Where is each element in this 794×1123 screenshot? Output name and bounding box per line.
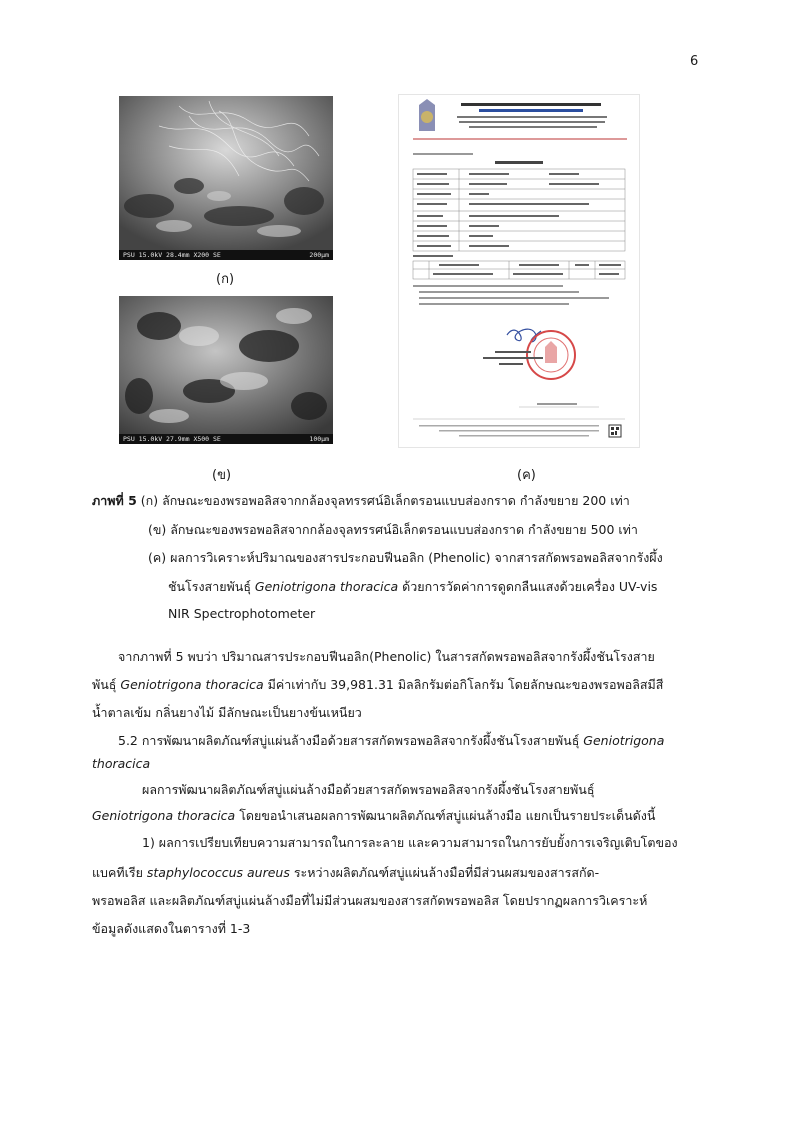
species-name: Geniotrigona bbox=[583, 733, 665, 748]
lab-report-drawing bbox=[399, 95, 639, 447]
species-name: staphylococcus aureus bbox=[146, 865, 290, 880]
sem-meta-left: PSU 15.0kV 27.9mm X500 SE bbox=[123, 435, 221, 443]
paragraph-2-line-1: ผลการพัฒนาผลิตภัณฑ์สบู่แผ่นล้างมือด้วยสารสกัดพรอพอลิสจากรังผึ้งชันโรงสายพันธุ์ bbox=[142, 782, 595, 797]
figure-caption-c-line3: NIR Spectrophotometer bbox=[168, 606, 316, 621]
lab-report-image bbox=[398, 94, 640, 448]
sem-scale-label: 100µm bbox=[309, 435, 329, 443]
sem-image-200x bbox=[119, 96, 333, 260]
paragraph-3-line-4: ข้อมูลดังแสดงในตารางที่ 1-3 bbox=[92, 921, 251, 936]
paragraph-3-line-3: พรอพอลิส และผลิตภัณฑ์สบู่แผ่นล้างมือที่ไม่มีส่วนผสมของสารสกัดพรอพอลิส โดยปรากฏผลการวิเคราะห์ bbox=[92, 893, 648, 908]
sem-info-bar bbox=[119, 250, 333, 260]
paragraph-1-line-2: พันธุ์ Geniotrigona thoracica มีค่าเท่ากับ 39,981.31 มิลลิกรัมต่อกิโลกรัม โดยลักษณะของพรอพอลิสมีสี bbox=[92, 677, 664, 692]
species-name: Geniotrigona thoracica bbox=[92, 808, 236, 823]
figure-caption-a bbox=[92, 491, 630, 511]
paragraph-3-line-1: 1) ผลการเปรียบเทียบความสามารถในการละลาย และความสามารถในการยับยั้งการเจริญเติบโตของ bbox=[142, 835, 678, 850]
paragraph-1-line-1: จากภาพที่ 5 พบว่า ปริมาณสารประกอบฟีนอลิก(Phenolic) ในสารสกัดพรอพอลิสจากรังผึ้งชันโรงสาย bbox=[118, 649, 655, 664]
sem-meta-left: PSU 15.0kV 28.4mm X200 SE bbox=[123, 251, 221, 259]
sem-info-bar bbox=[119, 434, 333, 444]
figure-caption-lead: ภาพที่ 5 bbox=[92, 493, 137, 508]
paragraph-3-line-2: แบคทีเรีย staphylococcus aureus ระหว่างผลิตภัณฑ์สบู่แผ่นล้างมือที่มีส่วนผสมของสารสกัด- bbox=[92, 865, 600, 880]
section-heading-5-2: 5.2 การพัฒนาผลิตภัณฑ์สบู่แผ่นล้างมือด้วยสารสกัดพรอพอลิสจากรังผึ้งชันโรงสายพันธุ์ Geniotrigona bbox=[118, 733, 665, 748]
figure-caption-c-line1: (ค) ผลการวิเคราะห์ปริมาณของสารประกอบฟีนอลิก (Phenolic) จากสารสกัดพรอพอลิสจากรังผึ้ง bbox=[148, 550, 663, 565]
figure-caption-a-text: (ก) ลักษณะของพรอพอลิสจากกล้องจุลทรรศน์อิเล็กตรอนแบบส่องกราด กำลังขยาย 200 เท่า bbox=[140, 493, 630, 508]
sem-image-500x bbox=[119, 296, 333, 444]
page-number: 6 bbox=[690, 54, 699, 69]
figure-caption-b: (ข) ลักษณะของพรอพอลิสจากกล้องจุลทรรศน์อิเล็กตรอนแบบส่องกราด กำลังขยาย 500 เท่า bbox=[148, 522, 638, 537]
institution-logo bbox=[419, 99, 435, 131]
qr-code bbox=[609, 425, 621, 437]
report-info-table bbox=[413, 169, 625, 251]
report-result-table bbox=[413, 261, 625, 279]
sem-texture-200x bbox=[119, 96, 333, 250]
species-name: Geniotrigona thoracica bbox=[120, 677, 264, 692]
figure-label-a: (ก) bbox=[216, 272, 235, 287]
sem-scale-label: 200µm bbox=[309, 251, 329, 259]
figure-caption-c-line2: ชันโรงสายพันธุ์ Geniotrigona thoracica ด้วยการวัดค่าการดูดกลืนแสงด้วยเครื่อง UV-vis bbox=[168, 579, 658, 594]
section-heading-5-2-cont: thoracica bbox=[92, 756, 151, 771]
figure-label-c: (ค) bbox=[517, 468, 536, 483]
paragraph-2-line-2: Geniotrigona thoracica โดยขอนำเสนอผลการพัฒนาผลิตภัณฑ์สบู่แผ่นล้างมือ แยกเป็นรายประเด็นดังนี้ bbox=[92, 808, 656, 823]
report-header-text bbox=[457, 103, 607, 128]
paragraph-1-line-3: น้ำตาลเข้ม กลิ่นยางไม้ มีลักษณะเป็นยางข้นเหนียว bbox=[92, 705, 362, 720]
sem-texture-500x bbox=[119, 296, 333, 434]
species-name: Geniotrigona thoracica bbox=[254, 579, 399, 594]
figure-label-b: (ข) bbox=[212, 468, 232, 483]
